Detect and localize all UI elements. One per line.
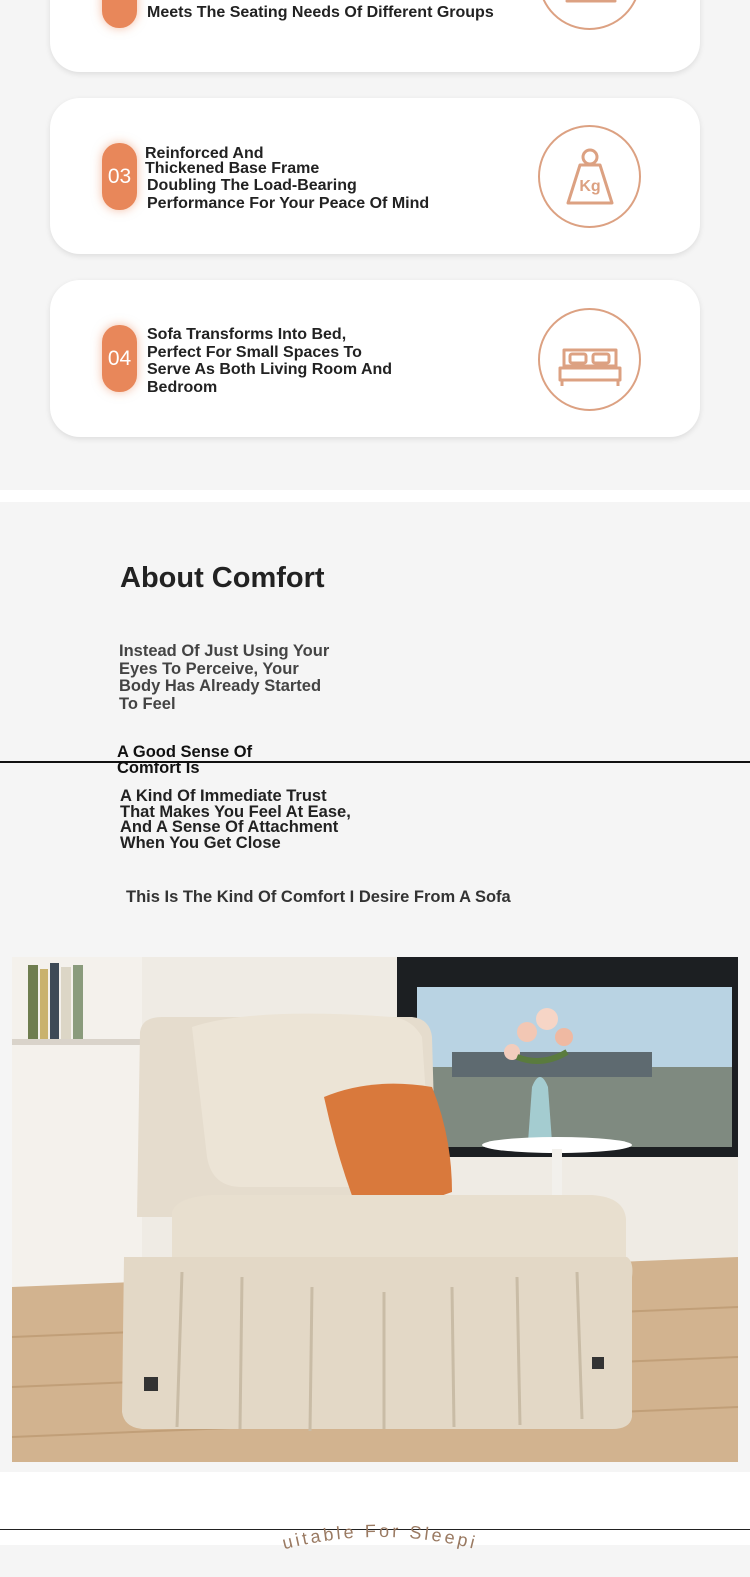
svg-text:uitable For Sleepi: uitable For Sleepi (280, 1520, 480, 1554)
svg-text:Kg: Kg (579, 178, 601, 195)
section-divider (0, 490, 750, 502)
heat-waves-icon (538, 0, 641, 30)
comfort-paragraph-2: A Good Sense Of Comfort Is (117, 743, 253, 777)
curved-caption (220, 1512, 540, 1552)
feature-number-badge (102, 0, 137, 28)
books (28, 963, 83, 1039)
feature-card-03 (50, 98, 700, 254)
feature-card-04 (50, 280, 700, 437)
sofa-bed-illustration (12, 957, 738, 1462)
feature-title: Reinforced And Thickened Base Frame (145, 145, 320, 177)
comfort-paragraph-1: Instead Of Just Using Your Eyes To Perceive, Your Body Has Already Started To Feel (119, 642, 330, 714)
feature-card-02 (50, 0, 700, 72)
kg-weight-icon (538, 125, 641, 228)
comfort-paragraph-3: A Kind Of Immediate Trust That Makes You Feel At Ease, And A Sense Of Attachment When You Get Close (120, 787, 351, 852)
comfort-paragraph-4: This Is The Kind Of Comfort I Desire From A Sofa (126, 888, 511, 906)
feature-text: Sofa Transforms Into Bed, Perfect For Small Spaces To Serve As Both Living Room And Bedroom (147, 326, 393, 396)
feature-number-badge: 03 (102, 143, 137, 210)
bed-icon (538, 308, 641, 411)
feature-text: Doubling The Load-Bearing Performance For Your Peace Of Mind (147, 177, 430, 212)
feature-number-badge: 04 (102, 325, 137, 392)
section-heading: About Comfort (120, 562, 325, 594)
sofa-bed-photo (12, 957, 738, 1462)
horizontal-rule (0, 761, 750, 763)
feature-text: Meets The Seating Needs Of Different Groups (147, 4, 494, 21)
